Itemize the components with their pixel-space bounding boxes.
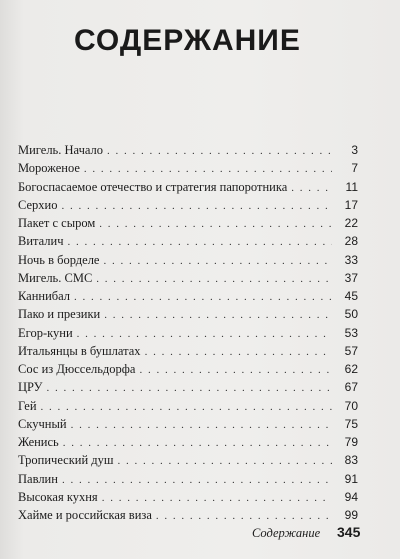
toc-entry-page: 50 [344, 307, 358, 322]
toc-entry-title: Женись [18, 435, 59, 449]
toc-entry-page: 67 [344, 380, 358, 395]
toc-entry [18, 433, 358, 451]
page-number: 345 [337, 524, 361, 540]
toc-entry [18, 287, 358, 305]
toc-entry-title: Итальянцы в бушлатах [18, 343, 141, 358]
dot-leader [102, 489, 332, 507]
dot-leader [96, 270, 332, 288]
dot-leader [71, 416, 332, 434]
toc-entry-title: Скучный [18, 416, 67, 431]
dot-leader [99, 215, 332, 233]
dot-leader [156, 507, 332, 525]
dot-leader [74, 288, 332, 306]
toc-entry-title: Мигель. Начало [18, 143, 104, 157]
toc-entry-title: Мигель. СМС [18, 270, 93, 285]
toc-entry-title: Хайме и российская виза [18, 508, 152, 522]
toc-entry-title: Серхио [18, 197, 58, 212]
toc-entry-page: 91 [344, 471, 358, 486]
toc-entry-title: Павлин [18, 471, 58, 486]
dot-leader [103, 252, 332, 270]
running-title: Содержание [252, 526, 321, 540]
page-title: СОДЕРЖАНИЕ [74, 24, 301, 57]
dot-leader [145, 343, 332, 361]
toc-entry-page: 75 [344, 416, 358, 431]
toc-entry [18, 305, 358, 323]
toc-entry [18, 196, 358, 214]
toc-entry-page: 79 [344, 435, 358, 449]
toc-entry [18, 415, 358, 433]
dot-leader [291, 179, 332, 197]
toc-entry-title: Богоспасаемое отечество и стратегия папоротника [18, 179, 288, 194]
toc-entry-page: 53 [344, 325, 358, 340]
toc-entry-title: Виталич [18, 234, 64, 249]
toc-entry-page: 45 [344, 289, 358, 303]
toc-entry [18, 470, 358, 488]
toc-entry-page: 33 [344, 252, 358, 267]
dot-leader [118, 452, 332, 470]
toc-entry [18, 324, 358, 342]
toc-entry-page: 7 [351, 161, 358, 176]
toc-entry [18, 342, 358, 360]
toc-entry-title: ЦРУ [18, 380, 43, 395]
toc-entry-page: 11 [345, 179, 358, 194]
toc-entry-title: Егор-куни [18, 325, 73, 340]
toc-entry [18, 232, 358, 250]
toc-entry-title: Пако и презики [18, 307, 101, 322]
dot-leader [68, 233, 332, 251]
toc-entry [18, 488, 358, 506]
toc-entry [18, 397, 358, 415]
toc-entry-page: 17 [344, 197, 358, 212]
toc-entry-page: 57 [344, 343, 358, 358]
toc-entry-page: 3 [351, 143, 358, 157]
toc-entry-page: 70 [344, 398, 358, 413]
dot-leader [62, 471, 332, 489]
toc-entry-page: 37 [344, 270, 358, 285]
toc-entry-title: Пакет с сыром [18, 216, 96, 230]
toc-entry [18, 141, 358, 159]
dot-leader [139, 361, 332, 379]
toc-entry [18, 360, 358, 378]
toc-entry-page: 62 [344, 362, 358, 376]
dot-leader [104, 306, 332, 324]
toc-entry-title: Ночь в борделе [18, 252, 100, 267]
toc-entry-title: Высокая кухня [18, 489, 98, 504]
dot-leader [41, 398, 332, 416]
toc-entry-page: 94 [344, 489, 358, 504]
toc-entry-title: Мороженое [18, 161, 80, 176]
toc-entry [18, 214, 358, 232]
toc-entry-title: Гей [18, 398, 37, 413]
toc-entry-page: 28 [344, 234, 358, 249]
dot-leader [107, 142, 332, 160]
toc-entry [18, 269, 358, 287]
table-of-contents [18, 141, 358, 524]
dot-leader [63, 434, 332, 452]
dot-leader [84, 160, 332, 178]
toc-entry-page: 22 [344, 216, 358, 230]
toc-entry-title: Каннибал [18, 289, 71, 303]
toc-entry-page: 83 [344, 453, 358, 468]
toc-entry [18, 178, 358, 196]
bleed-through-text [215, 45, 390, 141]
dot-leader [77, 325, 332, 343]
dot-leader [61, 197, 332, 215]
toc-entry [18, 506, 358, 524]
toc-entry-title: Тропический душ [18, 453, 114, 468]
toc-entry-title: Сос из Дюссельдорфа [18, 362, 136, 376]
toc-entry [18, 451, 358, 469]
toc-entry [18, 378, 358, 396]
toc-entry [18, 251, 358, 269]
toc-entry [18, 159, 358, 177]
dot-leader [47, 379, 332, 397]
toc-entry-page: 99 [344, 508, 358, 522]
